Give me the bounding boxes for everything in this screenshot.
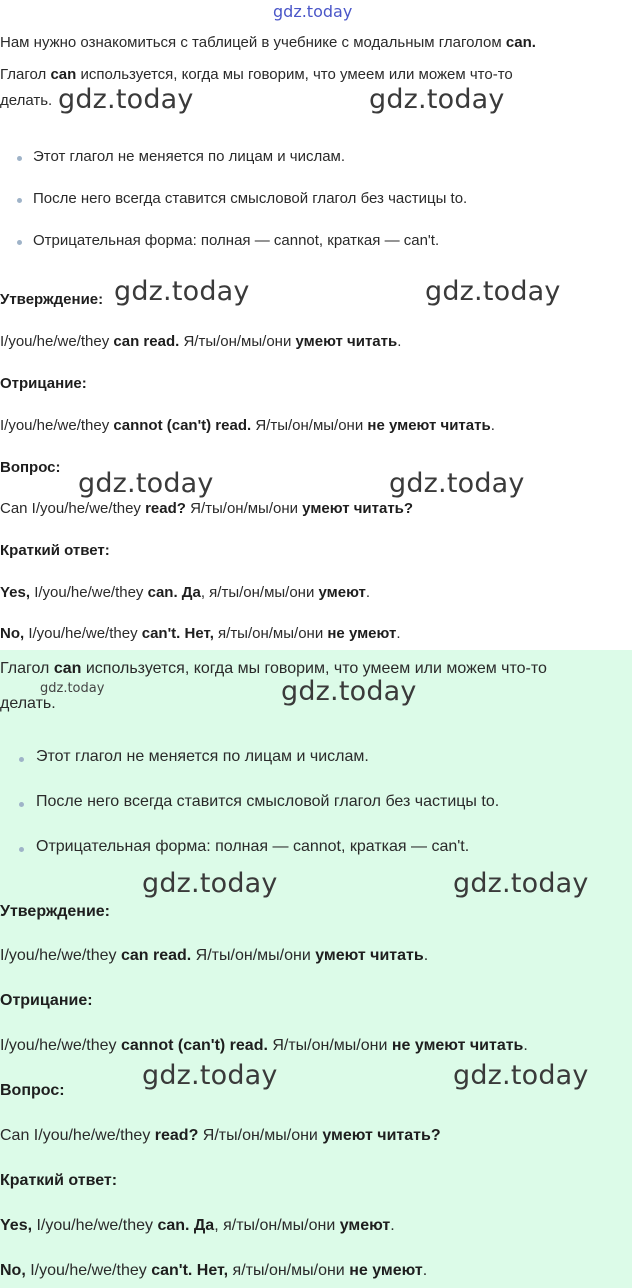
watermark: gdz.today [114, 276, 250, 307]
bullet-dot-icon [17, 156, 22, 161]
short-answer-label: Краткий ответ: [0, 1172, 118, 1189]
watermark: gdz.today [369, 84, 505, 115]
negative-label: Отрицание: [0, 375, 87, 392]
question-example: Can I/you/he/we/they read? Я/ты/он/мы/они умеют читать? [0, 1127, 441, 1144]
question-label: Вопрос: [0, 459, 61, 476]
list-item: Отрицательная форма: полная — cannot, краткая — can't. [33, 232, 440, 249]
short-answer-no: No, I/you/he/we/they can't. Нет, я/ты/он/мы/они не умеют. [0, 1262, 428, 1279]
bullet-dot-icon [19, 757, 24, 762]
question-example: Can I/you/he/we/they read? Я/ты/он/мы/они умеют читать? [0, 500, 414, 517]
watermark-top: gdz.today [273, 2, 353, 21]
affirmative-example: I/you/he/we/they can read. Я/ты/он/мы/они умеют читать. [0, 947, 429, 964]
watermark-small: gdz.today [40, 681, 105, 696]
bullet-dot-icon [17, 240, 22, 245]
watermark: gdz.today [425, 276, 561, 307]
short-answer-label: Краткий ответ: [0, 542, 110, 559]
watermark: gdz.today [78, 468, 214, 499]
watermark: gdz.today [281, 676, 417, 707]
short-answer-yes: Yes, I/you/he/we/they can. Да, я/ты/он/мы/они умеют. [0, 584, 371, 601]
answer-section-duplicate [0, 650, 632, 1288]
watermark: gdz.today [58, 84, 194, 115]
bullet-dot-icon [19, 802, 24, 807]
watermark: gdz.today [453, 1060, 589, 1091]
intro-text: Нам нужно ознакомиться с таблицей в учебнике с модальным глаголом can. [0, 34, 536, 51]
bullet-dot-icon [17, 198, 22, 203]
watermark: gdz.today [142, 1060, 278, 1091]
watermark: gdz.today [389, 468, 525, 499]
list-item: Этот глагол не меняется по лицам и числам. [33, 148, 346, 165]
short-answer-yes: Yes, I/you/he/we/they can. Да, я/ты/он/мы/они умеют. [0, 1217, 395, 1234]
usage-text-line1: Глагол can используется, когда мы говорим, что умеем или можем что-то [0, 660, 547, 677]
list-item: Этот глагол не меняется по лицам и числам. [36, 748, 369, 765]
usage-text-line2: делать. [0, 92, 53, 109]
short-answer-no: No, I/you/he/we/they can't. Нет, я/ты/он/мы/они не умеют. [0, 625, 401, 642]
list-item: После него всегда ставится смысловой глагол без частицы to. [33, 190, 468, 207]
negative-example: I/you/he/we/they cannot (can't) read. Я/ты/он/мы/они не умеют читать. [0, 417, 495, 434]
usage-text-line2: делать. [0, 695, 56, 712]
negative-example: I/you/he/we/they cannot (can't) read. Я/ты/он/мы/они не умеют читать. [0, 1037, 528, 1054]
bullet-dot-icon [19, 847, 24, 852]
list-item: Отрицательная форма: полная — cannot, краткая — can't. [36, 838, 470, 855]
negative-label: Отрицание: [0, 992, 93, 1009]
question-label: Вопрос: [0, 1082, 65, 1099]
watermark: gdz.today [453, 868, 589, 899]
affirmative-example: I/you/he/we/they can read. Я/ты/он/мы/они умеют читать. [0, 333, 402, 350]
usage-text-line1: Глагол can используется, когда мы говорим, что умеем или можем что-то [0, 66, 513, 83]
watermark: gdz.today [142, 868, 278, 899]
list-item: После него всегда ставится смысловой глагол без частицы to. [36, 793, 500, 810]
affirmative-label: Утверждение: [0, 903, 110, 920]
affirmative-label: Утверждение: [0, 291, 104, 308]
